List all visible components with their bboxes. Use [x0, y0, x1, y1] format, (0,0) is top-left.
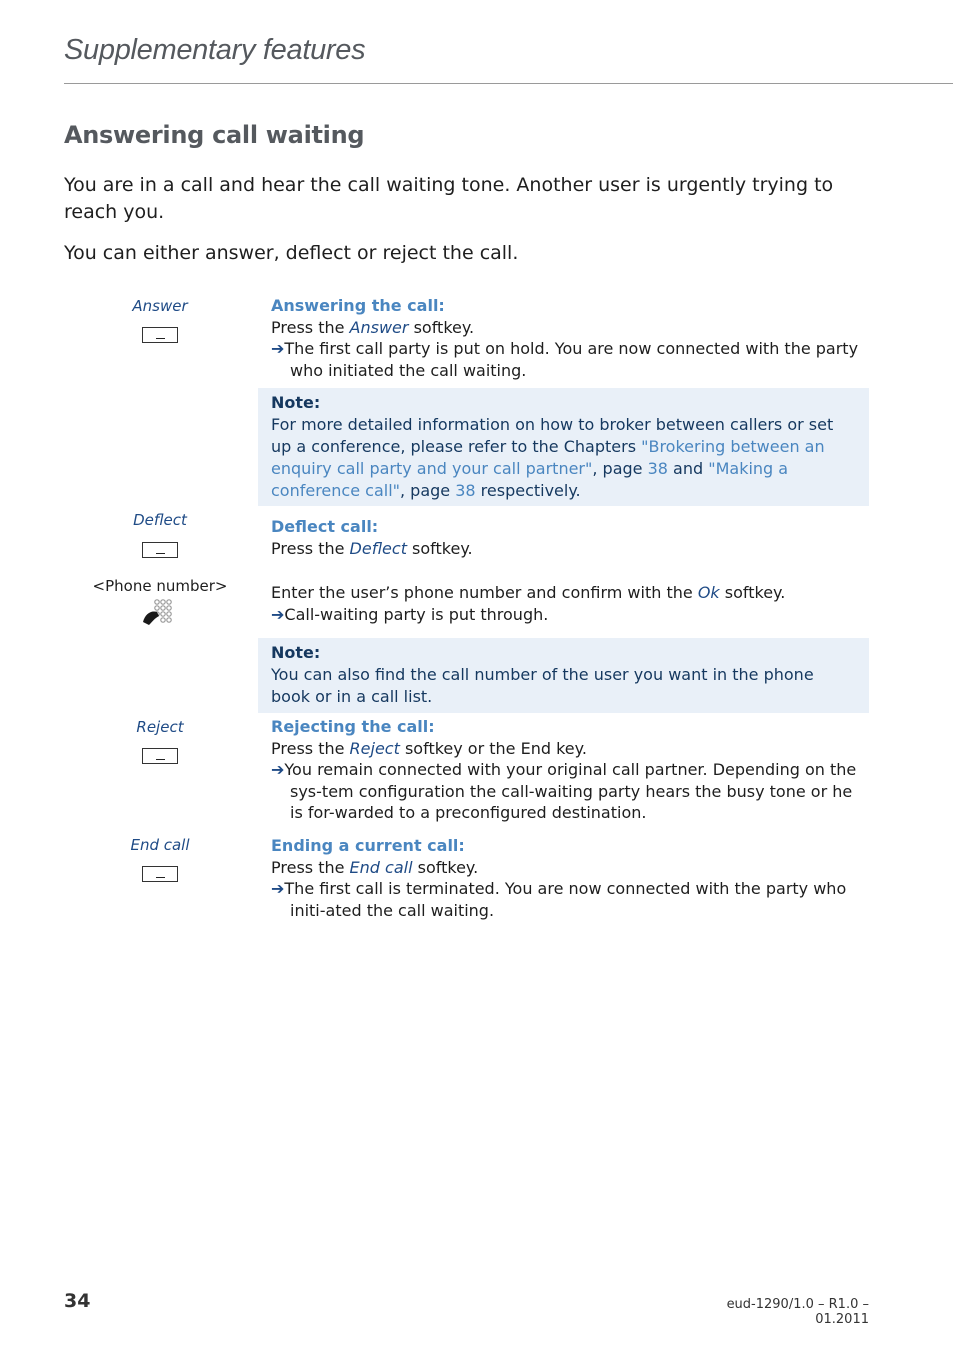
answer-step-pre: Press the [271, 317, 350, 337]
reject-softkey-name: Reject [349, 738, 400, 758]
note-heading: Note: [271, 393, 321, 412]
intro-paragraph-1: You are in a call and hear the call waiting tone. Another user is urgently trying to reach you. [64, 174, 834, 223]
deflect-label: Deflect [133, 511, 187, 529]
end-call-step [271, 857, 861, 879]
reject-step [271, 738, 861, 760]
arrow-icon: ➔ [271, 604, 285, 624]
end-call-heading: Ending a current call: [271, 836, 465, 855]
deflect-step-pre: Press the [271, 538, 350, 558]
answer-result-text: The first call party is put on hold. You are now connected with the party who initiated the call waiting. [284, 339, 859, 380]
arrow-icon: ➔ [271, 339, 285, 358]
page-number: 34 [64, 1290, 91, 1312]
end-call-result-text: The first call is terminated. You are now connected with the party who initi-ated the call waiting. [284, 879, 847, 920]
note-text-part: , page [400, 480, 456, 500]
phone-number-step [271, 582, 861, 604]
ok-softkey-name: Ok [697, 583, 720, 602]
header-divider [64, 83, 953, 84]
reject-step-pre: Press the [271, 738, 350, 758]
arrow-icon: ➔ [271, 879, 285, 898]
reject-label: Reject [136, 718, 184, 736]
deflect-softkey-name: Deflect [349, 538, 407, 558]
arrow-icon: ➔ [271, 760, 285, 779]
keypad-icon [139, 598, 179, 626]
end-call-result [271, 878, 861, 921]
answer-instructions [271, 295, 861, 381]
reject-instructions [271, 716, 861, 824]
document-reference: eud-1290/1.0 – R1.0 – 01.2011 [726, 1297, 869, 1327]
answer-step-post: softkey. [408, 317, 475, 337]
softkey-icon [142, 748, 178, 764]
phone-step-post: softkey. [719, 583, 786, 602]
answer-result [271, 338, 861, 381]
phone-number-result-text: Call-waiting party is put through. [284, 604, 549, 624]
phone-number-instructions [271, 582, 861, 625]
phone-number-result [271, 604, 861, 626]
reject-step-post: softkey or the End key. [399, 738, 587, 758]
note-text-part: , page [592, 458, 648, 478]
note-text: You can also find the call number of the user you want in the phone book or in a call list. [271, 664, 814, 706]
answer-step [271, 317, 861, 339]
note-box-phone-book [258, 638, 869, 713]
end-call-step-post: softkey. [412, 857, 479, 877]
chapter-title: Supplementary features [64, 34, 366, 66]
end-call-label: End call [130, 836, 190, 854]
end-call-instructions [271, 835, 861, 921]
note-text-part: and [667, 458, 709, 478]
end-call-softkey-name: End call [349, 857, 413, 877]
deflect-instructions [271, 516, 861, 559]
link-brokering[interactable]: "Brokering between an enquiry call party and your call partner" [271, 436, 825, 478]
note-text-part: respectively. [475, 480, 581, 500]
answer-heading: Answering the call: [271, 296, 445, 315]
reject-heading: Rejecting the call: [271, 717, 435, 736]
intro-paragraph-2: You can either answer, deflect or reject the call. [64, 242, 519, 264]
note-text [271, 414, 856, 502]
note-box-brokering [258, 388, 869, 506]
reject-result-text: You remain connected with your original call partner. Depending on the sys-tem configuration the call-waiting party hears the busy tone or he is for-warded to a preconfigured destination. [284, 760, 857, 822]
deflect-heading: Deflect call: [271, 517, 379, 536]
page-link-38[interactable]: 38 [647, 458, 668, 478]
section-title: Answering call waiting [64, 121, 365, 149]
deflect-step [271, 538, 861, 560]
deflect-step-post: softkey. [406, 538, 473, 558]
softkey-icon [142, 866, 178, 882]
answer-softkey-name: Answer [349, 317, 409, 337]
page-link-38[interactable]: 38 [455, 480, 476, 500]
softkey-icon [142, 327, 178, 343]
note-heading: Note: [271, 643, 321, 662]
answer-label: Answer [132, 297, 188, 315]
reject-result [271, 759, 861, 824]
phone-step-pre: Enter the user’s phone number and confirm with the [271, 583, 698, 602]
phone-number-label: <Phone number> [92, 577, 228, 595]
note-text-part: For more detailed information on how to broker between callers or set up a conference, please refer to the Chapters [271, 414, 834, 456]
link-conference-call[interactable]: "Making a conference call" [271, 458, 789, 500]
softkey-icon [142, 542, 178, 558]
end-call-step-pre: Press the [271, 857, 350, 877]
